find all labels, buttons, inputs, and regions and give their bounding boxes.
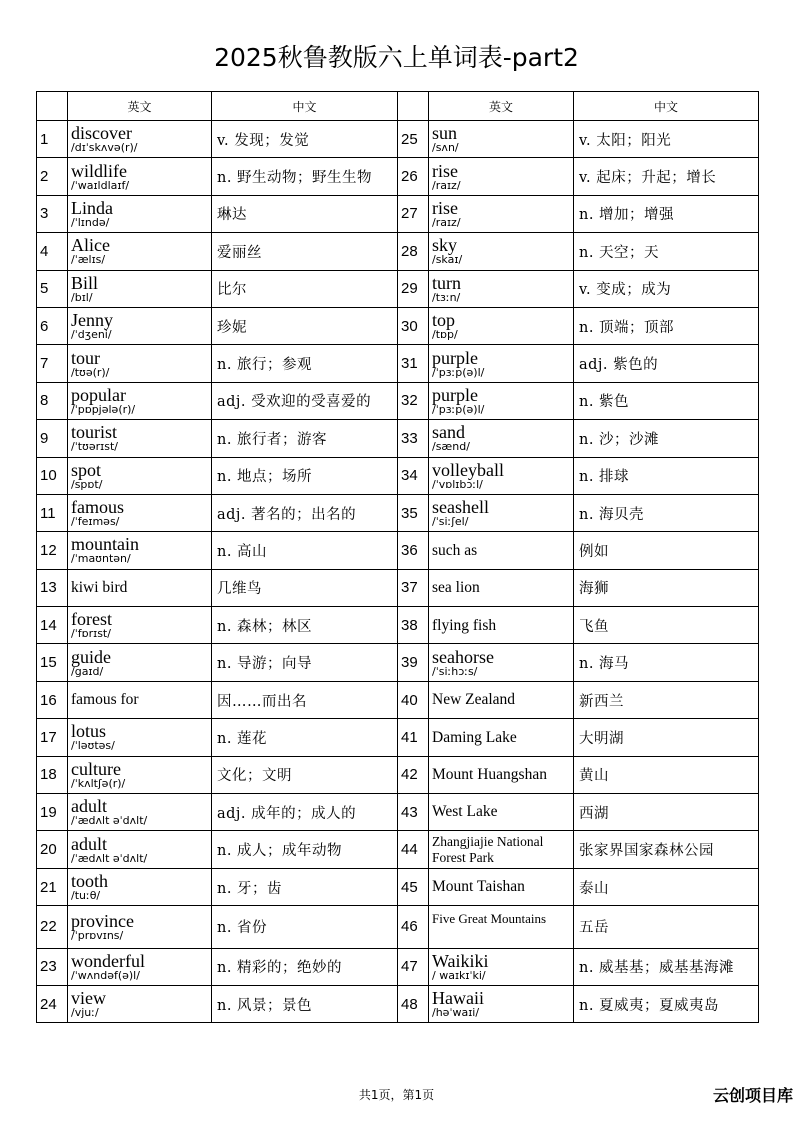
- english-cell: [429, 794, 574, 831]
- english-cell: [429, 494, 574, 531]
- english-word: adult: [71, 796, 107, 817]
- chinese-meaning: adj. 紫色的: [574, 345, 759, 382]
- phonetic: /ˈwaɪldlaɪf/: [71, 178, 130, 192]
- entry-number: 33: [398, 420, 429, 457]
- entry-number: 4: [37, 233, 68, 270]
- chinese-meaning: adj. 受欢迎的受喜爱的: [212, 382, 398, 419]
- english-word: spot: [71, 459, 102, 480]
- chinese-meaning: n. 旅行者；游客: [212, 420, 398, 457]
- table-row: [37, 420, 759, 457]
- english-cell: [68, 233, 212, 270]
- english-cell: [429, 607, 574, 644]
- entry-number: 41: [398, 719, 429, 756]
- table-header-row: [37, 92, 759, 121]
- page-footer: 共1页，第1页: [358, 1088, 435, 1102]
- english-cell: [68, 681, 212, 718]
- entry-number: 32: [398, 382, 429, 419]
- chinese-meaning: n. 排球: [574, 457, 759, 494]
- english-word: tour: [71, 347, 100, 368]
- english-word: adult: [71, 833, 107, 854]
- entry-number: 29: [398, 270, 429, 307]
- chinese-meaning: n. 精彩的；绝妙的: [212, 948, 398, 985]
- english-word: forest: [71, 609, 112, 630]
- chinese-meaning: n. 森林；林区: [212, 607, 398, 644]
- chinese-meaning: n. 旅行；参观: [212, 345, 398, 382]
- english-phrase: kiwi bird: [71, 579, 128, 597]
- table-row: [37, 307, 759, 344]
- chinese-meaning: n. 地点；场所: [212, 457, 398, 494]
- phonetic: /raɪz/: [432, 178, 461, 192]
- table-row: [37, 831, 759, 868]
- english-word: Linda: [71, 197, 113, 218]
- entry-number: 43: [398, 794, 429, 831]
- phonetic: /həˈwaɪi/: [432, 1006, 480, 1020]
- english-cell: [429, 569, 574, 606]
- phonetic: /ˈfeɪməs/: [71, 515, 120, 529]
- entry-number: 35: [398, 494, 429, 531]
- table-row: [37, 121, 759, 158]
- table-row: [37, 233, 759, 270]
- header-chinese-right: 中文: [574, 92, 759, 121]
- chinese-meaning: 琳达: [212, 195, 398, 232]
- english-word: rise: [432, 197, 458, 218]
- english-cell: [429, 345, 574, 382]
- english-cell: [68, 985, 212, 1022]
- phonetic: /dɪˈskʌvə(r)/: [71, 141, 138, 155]
- entry-number: 20: [37, 831, 68, 868]
- english-cell: [68, 569, 212, 606]
- english-cell: [68, 121, 212, 158]
- entry-number: 34: [398, 457, 429, 494]
- english-cell: [429, 307, 574, 344]
- entry-number: 3: [37, 195, 68, 232]
- english-cell: [429, 382, 574, 419]
- entry-number: 42: [398, 756, 429, 793]
- chinese-meaning: 例如: [574, 532, 759, 569]
- header-english-right: 英文: [429, 92, 574, 121]
- phonetic: /ˈsiːʃel/: [432, 515, 469, 529]
- chinese-meaning: v. 起床；升起；增长: [574, 158, 759, 195]
- english-word: purple: [432, 347, 478, 368]
- english-cell: [68, 831, 212, 868]
- chinese-meaning: 海狮: [574, 569, 759, 606]
- english-word: wildlife: [71, 160, 127, 181]
- english-word: popular: [71, 384, 126, 405]
- chinese-meaning: v. 变成；成为: [574, 270, 759, 307]
- chinese-meaning: 文化；文明: [212, 756, 398, 793]
- english-phrase: sea lion: [432, 579, 480, 597]
- entry-number: 2: [37, 158, 68, 195]
- english-word: sun: [432, 123, 458, 144]
- entry-number: 21: [37, 868, 68, 905]
- entry-number: 18: [37, 756, 68, 793]
- english-word: view: [71, 988, 106, 1009]
- phonetic: /raɪz/: [432, 215, 461, 229]
- english-cell: [429, 420, 574, 457]
- table-row: [37, 195, 759, 232]
- english-cell: [68, 948, 212, 985]
- english-cell: [68, 756, 212, 793]
- english-cell: [429, 906, 574, 948]
- table-row: [37, 270, 759, 307]
- table-row: [37, 569, 759, 606]
- chinese-meaning: v. 发现；发觉: [212, 121, 398, 158]
- chinese-meaning: n. 野生动物；野生生物: [212, 158, 398, 195]
- english-cell: [68, 794, 212, 831]
- chinese-meaning: n. 海马: [574, 644, 759, 681]
- english-cell: [68, 906, 212, 948]
- entry-number: 40: [398, 681, 429, 718]
- chinese-meaning: n. 风景；景色: [212, 985, 398, 1022]
- phonetic: /bɪl/: [71, 290, 93, 304]
- entry-number: 44: [398, 831, 429, 868]
- english-phrase: flying fish: [432, 616, 497, 634]
- english-word: seashell: [432, 497, 489, 518]
- entry-number: 15: [37, 644, 68, 681]
- phonetic: /ˈædʌlt əˈdʌlt/: [71, 851, 148, 865]
- phonetic: /tɒp/: [432, 328, 458, 342]
- english-phrase: Zhangjiajie National Forest Park: [432, 833, 544, 865]
- english-cell: [68, 457, 212, 494]
- chinese-meaning: n. 牙；齿: [212, 868, 398, 905]
- english-word: guide: [71, 646, 111, 667]
- english-word: mountain: [71, 534, 139, 555]
- english-phrase: famous for: [71, 691, 139, 709]
- english-phrase: Daming Lake: [432, 728, 517, 746]
- english-word: Waikiki: [432, 950, 489, 971]
- phonetic: /tʊə(r)/: [71, 365, 110, 379]
- page-title: 2025秋鲁教版六上单词表-part2: [214, 43, 579, 72]
- table-row: [37, 532, 759, 569]
- english-word: purple: [432, 384, 478, 405]
- chinese-meaning: n. 莲花: [212, 719, 398, 756]
- entry-number: 14: [37, 607, 68, 644]
- entry-number: 23: [37, 948, 68, 985]
- phonetic: /ˈtʊərɪst/: [71, 440, 118, 454]
- english-word: lotus: [71, 721, 107, 742]
- entry-number: 47: [398, 948, 429, 985]
- english-phrase: Five Great Mountains: [432, 911, 547, 927]
- entry-number: 12: [37, 532, 68, 569]
- english-cell: [68, 644, 212, 681]
- chinese-meaning: adj. 成年的；成人的: [212, 794, 398, 831]
- entry-number: 46: [398, 906, 429, 948]
- english-word: culture: [71, 758, 121, 779]
- table-row: [37, 644, 759, 681]
- english-phrase: such as: [432, 541, 478, 559]
- chinese-meaning: adj. 著名的；出名的: [212, 494, 398, 531]
- chinese-meaning: n. 海贝壳: [574, 494, 759, 531]
- entry-number: 38: [398, 607, 429, 644]
- phonetic: /ˈpɒpjələ(r)/: [71, 402, 136, 416]
- chinese-meaning: 比尔: [212, 270, 398, 307]
- english-cell: [68, 307, 212, 344]
- phonetic: / waɪkɪˈki/: [432, 968, 486, 982]
- entry-number: 17: [37, 719, 68, 756]
- english-cell: [429, 158, 574, 195]
- english-word: turn: [432, 272, 461, 293]
- table-row: [37, 494, 759, 531]
- chinese-meaning: n. 成人；成年动物: [212, 831, 398, 868]
- phonetic: /tuːθ/: [71, 889, 101, 902]
- table-row: [37, 906, 759, 948]
- chinese-meaning: 因……而出名: [212, 681, 398, 718]
- english-word: top: [432, 310, 456, 331]
- table-row: [37, 719, 759, 756]
- english-cell: [68, 607, 212, 644]
- english-cell: [68, 382, 212, 419]
- english-cell: [68, 719, 212, 756]
- chinese-meaning: n. 顶端；顶部: [574, 307, 759, 344]
- phonetic: /gaɪd/: [71, 664, 104, 678]
- english-cell: [429, 195, 574, 232]
- entry-number: 25: [398, 121, 429, 158]
- chinese-meaning: n. 紫色: [574, 382, 759, 419]
- chinese-meaning: 飞鱼: [574, 607, 759, 644]
- english-word: sand: [432, 422, 465, 443]
- table-row: [37, 868, 759, 905]
- english-cell: [68, 345, 212, 382]
- entry-number: 10: [37, 457, 68, 494]
- table-row: [37, 985, 759, 1022]
- phonetic: /sʌn/: [432, 141, 459, 155]
- entry-number: 8: [37, 382, 68, 419]
- english-word: rise: [432, 160, 458, 181]
- table-row: [37, 681, 759, 718]
- phonetic: /ˈpɜːp(ə)l/: [432, 365, 485, 379]
- english-cell: [429, 868, 574, 905]
- english-cell: [429, 532, 574, 569]
- phonetic: /tɜːn/: [432, 290, 461, 304]
- english-cell: [68, 494, 212, 531]
- english-word: tooth: [71, 871, 109, 891]
- entry-number: 13: [37, 569, 68, 606]
- chinese-meaning: 新西兰: [574, 681, 759, 718]
- entry-number: 6: [37, 307, 68, 344]
- chinese-meaning: n. 高山: [212, 532, 398, 569]
- table-body: [37, 121, 759, 1023]
- phonetic: /ˈfɒrɪst/: [71, 627, 111, 641]
- english-cell: [68, 420, 212, 457]
- english-phrase: Mount Huangshan: [432, 766, 547, 784]
- table-row: [37, 794, 759, 831]
- english-cell: [429, 270, 574, 307]
- english-cell: [429, 233, 574, 270]
- entry-number: 22: [37, 906, 68, 948]
- phonetic: /ˈælɪs/: [71, 253, 106, 267]
- entry-number: 1: [37, 121, 68, 158]
- chinese-meaning: 珍妮: [212, 307, 398, 344]
- chinese-meaning: n. 天空；天: [574, 233, 759, 270]
- english-cell: [68, 158, 212, 195]
- chinese-meaning: 张家界国家森林公园: [574, 831, 759, 868]
- english-cell: [68, 532, 212, 569]
- english-word: Jenny: [71, 310, 113, 331]
- chinese-meaning: n. 威基基；威基基海滩: [574, 948, 759, 985]
- entry-number: 16: [37, 681, 68, 718]
- vocabulary-table: [36, 91, 759, 1023]
- table-row: [37, 948, 759, 985]
- chinese-meaning: n. 导游；向导: [212, 644, 398, 681]
- chinese-meaning: 爱丽丝: [212, 233, 398, 270]
- phonetic: /skaɪ/: [432, 253, 463, 267]
- entry-number: 11: [37, 494, 68, 531]
- entry-number: 30: [398, 307, 429, 344]
- english-cell: [429, 457, 574, 494]
- entry-number: 36: [398, 532, 429, 569]
- entry-number: 24: [37, 985, 68, 1022]
- entry-number: 26: [398, 158, 429, 195]
- phonetic: /ˈlɪndə/: [71, 215, 110, 229]
- english-phrase: Mount Taishan: [432, 878, 525, 896]
- phonetic: /ˈprɒvɪns/: [71, 928, 124, 942]
- phonetic: /ˈædʌlt əˈdʌlt/: [71, 814, 148, 828]
- phonetic: /ˈsiːhɔːs/: [432, 664, 478, 678]
- english-cell: [429, 985, 574, 1022]
- chinese-meaning: 几维鸟: [212, 569, 398, 606]
- english-cell: [429, 948, 574, 985]
- brand-watermark: 云创项目库: [712, 1086, 793, 1105]
- phonetic: /ˈkʌltʃə(r)/: [71, 776, 126, 790]
- chinese-meaning: n. 夏威夷；夏威夷岛: [574, 985, 759, 1022]
- phonetic: /vjuː/: [71, 1006, 99, 1020]
- header-chinese-left: 中文: [212, 92, 398, 121]
- english-cell: [429, 681, 574, 718]
- phonetic: /ˈdʒeni/: [71, 328, 112, 342]
- english-word: famous: [71, 497, 124, 518]
- header-english-left: 英文: [68, 92, 212, 121]
- english-word: wonderful: [71, 950, 145, 971]
- chinese-meaning: 大明湖: [574, 719, 759, 756]
- english-word: province: [71, 910, 134, 931]
- entry-number: 5: [37, 270, 68, 307]
- table-row: [37, 457, 759, 494]
- header-num-left: [37, 92, 68, 121]
- entry-number: 7: [37, 345, 68, 382]
- phonetic: /sænd/: [432, 440, 470, 454]
- header-num-right: [398, 92, 429, 121]
- entry-number: 37: [398, 569, 429, 606]
- english-cell: [429, 644, 574, 681]
- chinese-meaning: 五岳: [574, 906, 759, 948]
- english-word: Hawaii: [432, 988, 484, 1009]
- chinese-meaning: n. 增加；增强: [574, 195, 759, 232]
- entry-number: 48: [398, 985, 429, 1022]
- chinese-meaning: 泰山: [574, 868, 759, 905]
- english-word: sky: [432, 235, 458, 256]
- english-cell: [68, 195, 212, 232]
- english-cell: [68, 868, 212, 905]
- table-row: [37, 345, 759, 382]
- entry-number: 39: [398, 644, 429, 681]
- phonetic: /ˈvɒlɪbɔːl/: [432, 477, 483, 491]
- chinese-meaning: n. 省份: [212, 906, 398, 948]
- english-cell: [429, 831, 574, 868]
- phonetic: /ˈmaʊntən/: [71, 552, 131, 566]
- english-word: tourist: [71, 422, 118, 443]
- entry-number: 9: [37, 420, 68, 457]
- phonetic: /spɒt/: [71, 477, 103, 491]
- chinese-meaning: 西湖: [574, 794, 759, 831]
- english-word: Bill: [71, 272, 99, 293]
- english-cell: [68, 270, 212, 307]
- chinese-meaning: 黄山: [574, 756, 759, 793]
- phonetic: /ˈpɜːp(ə)l/: [432, 402, 485, 416]
- phonetic: /ˈwʌndəf(ə)l/: [71, 968, 140, 982]
- chinese-meaning: v. 太阳；阳光: [574, 121, 759, 158]
- english-phrase: New Zealand: [432, 691, 516, 709]
- entry-number: 45: [398, 868, 429, 905]
- table-row: [37, 607, 759, 644]
- table-row: [37, 158, 759, 195]
- english-word: discover: [71, 123, 132, 144]
- phonetic: /ˈləʊtəs/: [71, 739, 115, 753]
- table-row: [37, 756, 759, 793]
- entry-number: 19: [37, 794, 68, 831]
- english-word: Alice: [71, 235, 110, 256]
- english-cell: [429, 121, 574, 158]
- entry-number: 28: [398, 233, 429, 270]
- entry-number: 27: [398, 195, 429, 232]
- english-cell: [429, 719, 574, 756]
- chinese-meaning: n. 沙；沙滩: [574, 420, 759, 457]
- table-row: [37, 382, 759, 419]
- english-phrase: West Lake: [432, 803, 498, 821]
- english-word: volleyball: [432, 459, 504, 480]
- english-word: seahorse: [432, 646, 494, 667]
- entry-number: 31: [398, 345, 429, 382]
- english-cell: [429, 756, 574, 793]
